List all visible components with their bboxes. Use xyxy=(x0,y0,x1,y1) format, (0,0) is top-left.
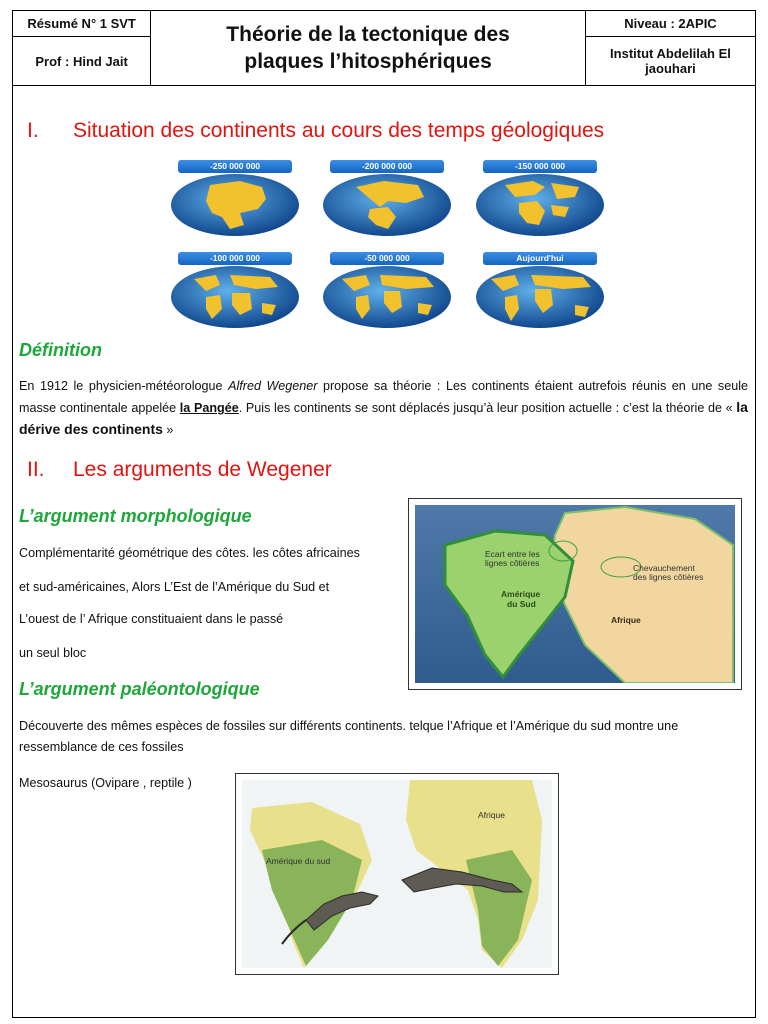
section-1-number: I. xyxy=(27,119,39,142)
continents-fit-figure xyxy=(408,498,742,690)
paleo-heading: L’argument paléontologique xyxy=(19,679,260,699)
ecart-label-1: Ecart entre les xyxy=(485,549,540,559)
page-title xyxy=(151,11,586,86)
section-1-title: Situation des continents au cours des temps géologiques xyxy=(73,119,605,142)
title-line-1: Théorie de la tectonique des xyxy=(226,23,510,46)
section-2-title: Les arguments de Wegener xyxy=(73,458,332,481)
section-2-number: II. xyxy=(27,458,45,481)
globe-label: -150 000 000 xyxy=(483,160,597,173)
globe-map-icon xyxy=(170,173,300,237)
continents-fit-map-icon xyxy=(415,505,735,683)
afrique-fossil-label: Afrique xyxy=(478,810,505,820)
globe-label: -250 000 000 xyxy=(178,160,292,173)
definition-heading: Définition xyxy=(19,340,102,360)
globe-card xyxy=(322,160,452,238)
globe-card xyxy=(170,160,300,238)
globe-card xyxy=(475,160,605,238)
institut-cell xyxy=(585,37,755,86)
ecart-label-2: lignes côtières xyxy=(485,558,540,568)
chevauchement-label-1: Chevauchement xyxy=(633,563,695,573)
header-table xyxy=(12,10,756,86)
definition-text-a: En 1912 le physicien-météorologue xyxy=(19,379,229,393)
globe-map-icon xyxy=(322,265,452,329)
globe-map-icon xyxy=(322,173,452,237)
section-1-heading xyxy=(27,119,604,143)
fossils-map-icon xyxy=(242,780,552,968)
amerique-label-1: Amérique xyxy=(501,589,541,599)
title-line-2: plaques l’hitosphériques xyxy=(244,50,492,73)
fossils-figure xyxy=(235,773,559,975)
definition-text-d: » xyxy=(162,423,174,437)
institut-line-1: Institut Abdelilah El xyxy=(610,46,731,61)
globe-label: -200 000 000 xyxy=(330,160,444,173)
niveau-cell: Niveau : 2APIC xyxy=(585,11,755,37)
morpho-line: Complémentarité géométrique des côtes. les côtes africaines xyxy=(19,546,360,560)
morpho-line: L’ouest de l’ Afrique constituaient dans le passé xyxy=(19,612,284,626)
morpho-line: et sud-américaines, Alors L’Est de l’Amérique du Sud et xyxy=(19,580,330,594)
globe-label: -50 000 000 xyxy=(330,252,444,265)
globe-label: -100 000 000 xyxy=(178,252,292,265)
definition-text-c: . Puis les continents se sont déplacés jusqu’à leur position actuelle : c’est la théorie de « xyxy=(238,401,737,415)
globe-map-icon xyxy=(170,265,300,329)
globe-card xyxy=(170,252,300,330)
globe-map-icon xyxy=(475,265,605,329)
pangee-term: la Pangée xyxy=(179,401,239,415)
globe-card xyxy=(322,252,452,330)
mesosaurus-caption: Mesosaurus (Ovipare , reptile ) xyxy=(19,776,192,790)
prof-cell: Prof : Hind Jait xyxy=(13,37,151,86)
globe-card xyxy=(475,252,605,330)
amerique-label-2: du Sud xyxy=(507,599,536,609)
resume-cell: Résumé N° 1 SVT xyxy=(13,11,151,37)
morpho-line: un seul bloc xyxy=(19,646,87,660)
wegener-name: Alfred Wegener xyxy=(228,379,318,393)
morpho-heading: L’argument morphologique xyxy=(19,506,252,526)
paleo-paragraph: Découverte des mêmes espèces de fossiles sur différents continents. telque l’Afrique et l’Amérique du sud montre une ressemblance de ces fossiles xyxy=(19,719,679,754)
section-2-heading xyxy=(27,458,332,482)
definition-text-b: propose sa théorie : Les continents étaient autrefois réunis en une seule masse continentale appelée xyxy=(19,379,749,415)
definition-paragraph xyxy=(19,376,748,441)
derive-term: la dérive des continents xyxy=(19,399,748,437)
amerique-fossil-label: Amérique du sud xyxy=(266,856,331,866)
afrique-label: Afrique xyxy=(611,615,641,625)
chevauchement-label-2: des lignes côtières xyxy=(633,572,704,582)
institut-line-2: jaouhari xyxy=(645,61,696,76)
globe-label: Aujourd'hui xyxy=(483,252,597,265)
globe-map-icon xyxy=(475,173,605,237)
